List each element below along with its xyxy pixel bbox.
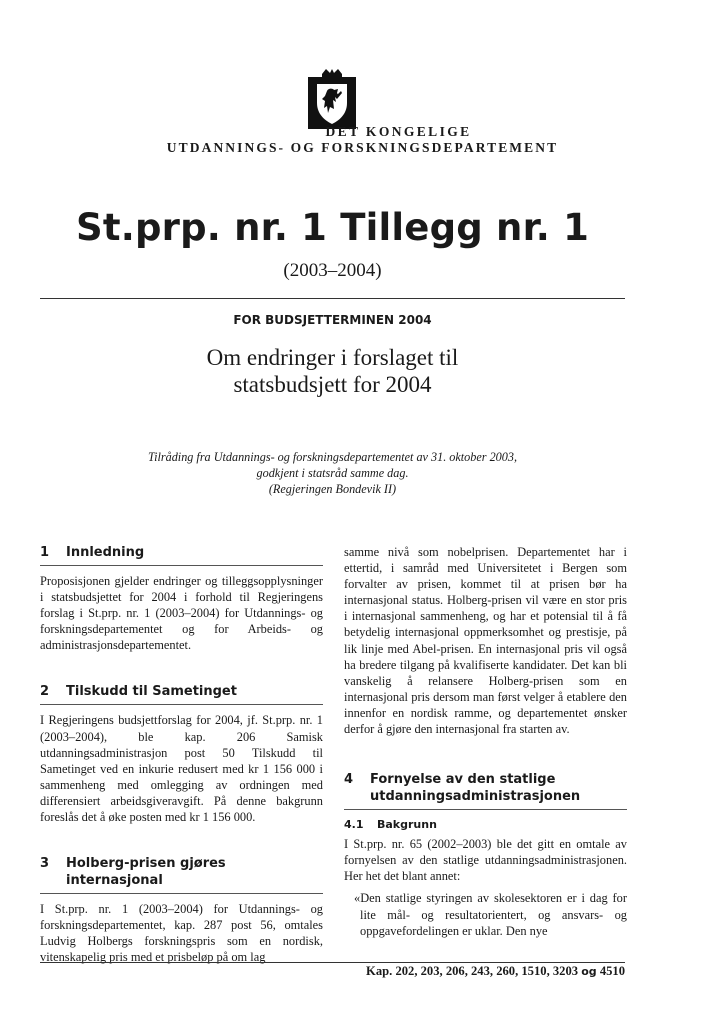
section-title: Tilskudd til Sametinget [66, 684, 237, 700]
left-column [40, 544, 323, 966]
right-column [344, 544, 627, 939]
subsection-heading-4-1 [344, 817, 627, 833]
subsection-title: Bakgrunn [377, 818, 437, 832]
document-title: St.prp. nr. 1 Tillegg nr. 1 [75, 206, 590, 249]
section-4-1-text: I St.prp. nr. 65 (2002–2003) ble det gitt en omtale av fornyelsen av den statlige utdanningsadministrasjonen. Her het det blant annet: [344, 837, 627, 884]
section-title-line-1: Fornyelse av den statlige [370, 772, 556, 788]
budget-term: FOR BUDSJETTERMINEN 2004 [233, 313, 432, 327]
recommendation-line-3: (Regjeringen Bondevik II) [268, 482, 397, 496]
recommendation-line-1: Tilråding fra Utdannings- og forskningsdepartementet av 31. oktober 2003, [148, 450, 517, 464]
block-quote: «Den statlige styringen av skolesektoren er i dag for lite mål- og resultatorientert, og ansvars- og oppgavefordelingen er uklar. Den nye [354, 891, 627, 938]
subject-line-1: Om endringer i forslaget til [206, 345, 459, 370]
section-heading-3 [40, 855, 323, 894]
footer-divider [40, 962, 625, 963]
document-years: (2003–2004) [283, 260, 382, 281]
recommendation-note [40, 449, 625, 497]
section-heading-4 [344, 771, 627, 810]
section-number: 3 [40, 856, 50, 872]
section-title-line-2: utdanningsadministrasjonen [370, 789, 581, 805]
section-2-text: I Regjeringens budsjettforslag for 2004, jf. St.prp. nr. 1 (2003–2004), ble kap. 206 Samisk utdanningsadministrasjon post 50 Tilskudd til Sametinget ved en inkurie redusert med kr 1 156 000 i sammenheng med omlegging av ordningen med differensiert arbeidsgiveravgift. På denne bakgrunn foreslås det å øke posten med kr 1 156 000. [40, 713, 323, 825]
section-1-text: Proposisjonen gjelder endringer og tilleggsopplysninger i statsbudsjettet for 2004 i forhold til Regjeringens forslag i St.prp. nr. 1 (2003–2004) for Utdannings- og forskningsdepartementet og for Arbeids- og administrasjonsdepartementet. [40, 574, 323, 653]
recommendation-line-2: godkjent i statsråd samme dag. [256, 466, 409, 480]
section-heading-2 [40, 683, 323, 705]
subject-line-2: statsbudsjett for 2004 [233, 372, 432, 397]
section-3-text-continued: samme nivå som nobelprisen. Departementet har i ettertid, i samråd med Universitetet i Bergen som forvalter av prisen, kommet til at prisen bør ha internasjonal status. Holberg-prisen vil være en stor pris i internasjonal sammenheng, og har et potensial til å få betydelig internasjonal oppmerksomhet og prestisje, på lik linje med Abel-prisen. En internasjonal pris vil også ha bredere tilgang på kvalifiserte kandidater. Det kan bli vanskelig å relansere Holberg-prisen som en internasjonal pris dersom man først velger å etablere den innenfor en nordisk ramme, og departementet ønsker derfor å gjøre den internasjonal fra starten av. [344, 545, 627, 737]
department-name-line-1 [0, 124, 725, 140]
section-number: 1 [40, 545, 50, 560]
subsection-number: 4.1 [344, 818, 364, 832]
chapter-list: Kap. 202, 203, 206, 243, 260, 1510, 3203 [366, 964, 579, 978]
section-3-text: I St.prp. nr. 1 (2003–2004) for Utdannings- og forskningsdepartementet, kap. 287 post 56, omtales Ludvig Holbergs forskningspris som en nordisk, vitenskapelig pris med et prisbeløp på om lag [40, 902, 323, 965]
department-name-line-1-text: DET KONGELIGE [325, 124, 472, 139]
coat-of-arms-icon [308, 69, 356, 129]
section-number: 2 [40, 684, 50, 700]
chapter-reference [366, 964, 625, 979]
chapter-conjunction: og [581, 965, 597, 978]
section-title: Holberg-prisen gjøres internasjonal [66, 856, 226, 889]
section-title [370, 771, 580, 805]
department-name-line-2: UTDANNINGS- OG FORSKNINGSDEPARTEMENT [166, 140, 559, 155]
chapter-last: 4510 [599, 964, 625, 978]
section-heading-1 [40, 544, 323, 566]
section-title: Innledning [66, 545, 145, 560]
document-subject [40, 344, 625, 398]
section-number: 4 [344, 772, 354, 788]
emblem-graphic [308, 69, 356, 129]
header-divider [40, 298, 625, 299]
